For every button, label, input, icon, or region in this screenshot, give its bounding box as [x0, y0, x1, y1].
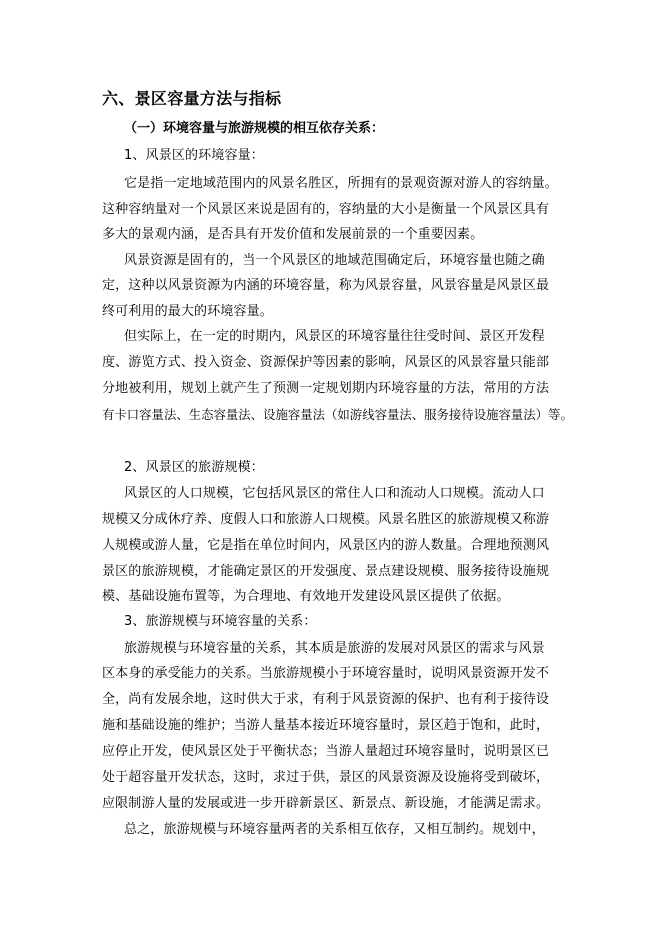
- paragraph-line: 旅游规模与环境容量的关系，其本质是旅游的发展对风景区的需求与风景: [124, 641, 545, 656]
- paragraph-line: 它是指一定地域范围内的风景名胜区，所拥有的景观资源对游人的容纳量。: [124, 176, 558, 191]
- paragraph-line: 景区的旅游规模，才能确定景区的开发强度、景点建设规模、服务接待设施规: [102, 564, 550, 579]
- paragraph-line: 模、基础设施布置等，为合理地、有效地开发建设风景区提供了依据。: [102, 589, 510, 604]
- paragraph-line: 定，这种以风景资源为内涵的环境容量，称为风景容量，风景容量是风景区最: [102, 278, 550, 293]
- paragraph-line: 人规模或游人量，它是指在单位时间内，风景区内的游人数量。合理地预测风: [102, 538, 550, 553]
- paragraph-line: 终可利用的最大的环境容量。: [102, 304, 273, 319]
- subsection-heading: （一）环境容量与旅游规模的相互依存关系：: [124, 121, 385, 136]
- paragraph-line: 应停止开发，使风景区处于平衡状态；当游人量超过环境容量时，说明景区已: [102, 744, 550, 759]
- paragraph-line: 全，尚有发展余地，这时供大于求，有利于风景资源的保护、也有利于接待设: [102, 692, 550, 707]
- paragraph-line: 区本身的承受能力的关系。当旅游规模小于环境容量时，说明风景资源开发不: [102, 666, 550, 681]
- paragraph-line: 施和基础设施的维护；当游人量基本接近环境容量时，景区趋于饱和，此时，: [102, 718, 550, 733]
- section-heading: 六、景区容量方法与指标: [102, 89, 282, 108]
- paragraph-line: 总之，旅游规模与环境容量两者的关系相互依存，又相互制约。规划中，: [124, 822, 545, 837]
- paragraph-line: 风景资源是固有的，当一个风景区的地域范围确定后，环境容量也随之确: [124, 253, 545, 268]
- item-heading-tourism-scale: 2、风景区的旅游规模：: [124, 460, 264, 475]
- paragraph-line: 但实际上，在一定的时期内，风景区的环境容量往往受时间、景区开发程: [124, 329, 545, 344]
- item-heading-environment-capacity: 1、风景区的环境容量：: [124, 148, 264, 163]
- paragraph-line: 风景区的人口规模，它包括风景区的常住人口和流动人口规模。流动人口: [124, 486, 545, 501]
- paragraph-line: 多大的景观内涵，是否具有开发价值和发展前景的一个重要因素。: [102, 227, 484, 242]
- paragraph-line: 有卡口容量法、生态容量法、设施容量法（如游线容量法、服务接待设施容量法）等。: [102, 407, 573, 422]
- paragraph-line: 分地被利用，规划上就产生了预测一定规划期内环境容量的方法，常用的方法: [102, 381, 550, 396]
- paragraph-line: 度、游览方式、投入资金、资源保护等因素的影响，风景区的风景容量只能部: [102, 355, 550, 370]
- paragraph-line: 处于超容量开发状态，这时，求过于供，景区的风景资源及设施将受到破坏，: [102, 770, 550, 785]
- paragraph-line: 应限制游人量的发展或进一步开辟新景区、新景点、新设施，才能满足需求。: [102, 796, 550, 811]
- paragraph-line: 规模又分成休疗养、度假人口和旅游人口规模。风景名胜区的旅游规模又称游: [102, 512, 550, 527]
- item-heading-relationship: 3、旅游规模与环境容量的关系：: [124, 614, 317, 629]
- paragraph-line: 这种容纳量对一个风景区来说是固有的，容纳量的大小是衡量一个风景区具有: [102, 202, 550, 217]
